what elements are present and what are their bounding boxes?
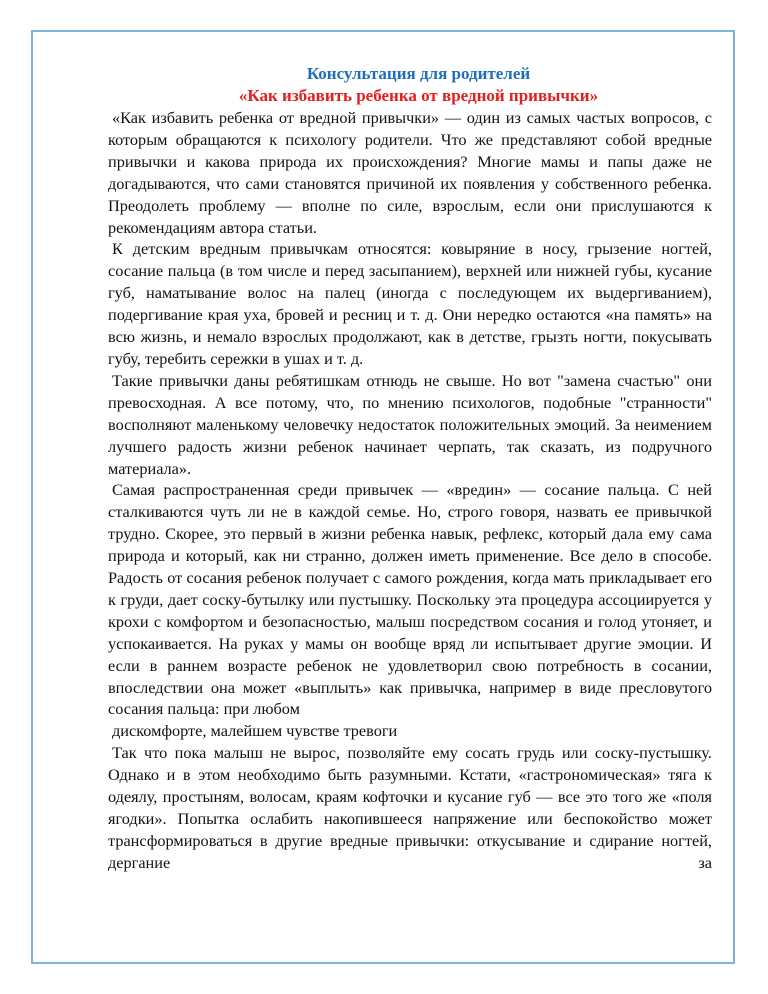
paragraph-substitute-happiness: Такие привычки даны ребятишкам отнюдь не свыше. Но вот "замена счастью" они превосходная. А все потому, что, по мнению психологов, подобные "странности" восполняют маленькому человечку недостаток положительных эмоций. За неимением лучшего радость жизни ребенок начинает черпать, так сказать, из подручного материала». xyxy=(108,370,712,478)
document-title: «Как избавить ребенка от вредной привычки» xyxy=(238,86,599,105)
paragraph-discomfort: дискомфорте, малейшем чувстве тревоги xyxy=(112,721,398,741)
paragraph-habits-list: К детским вредным привычкам относятся: ковыряние в носу, грызение ногтей, сосание пальца (в том числе и перед засыпанием), верхней или нижней губы, кусание губ, наматывание волос на палец (иногда с последующем их выдергиванием), подергивание края уха, бровей и ресниц и т. д. Они нередко остаются «на память» на всю жизнь, и немало взрослых продолжают, как в детстве, грызть ногти, покусывать губу, теребить сережки в ушах и т. д. xyxy=(108,239,712,368)
document-heading: Консультация для родителей xyxy=(306,64,531,83)
paragraph-thumb-sucking: Самая распространенная среди привычек — «вредин» — сосание пальца. С ней сталкиваются чуть ли не в каждой семье. Но, строго говоря, назвать ее привычкой трудно. Скорее, это первый в жизни ребенка навык, рефлекс, который дала ему сама природа и который, как ни странно, должен иметь применение. Все дело в способе. Радость от сосания ребенок получает с самого рождения, когда мать прикладывает его к груди, дает соску-бутылку или пустышку. Поскольку эта процедура ассоциируется у крохи с комфортом и безопасностью, малыш посредством сосания и голод утоняет, и успокаивается. На руках у мамы он вообще вряд ли испытывает другие эмоции. И если в раннем возрасте ребенок не удовлетворил свою потребность в сосании, впоследствии она может «выплыть» как привычка, например в виде пресловутого сосания пальца: при любом xyxy=(108,480,712,719)
paragraph-intro: «Как избавить ребенка от вредной привычки» — один из самых частых вопросов, с которым обращаются к психологу родители. Что же представляют собой вредные привычки и какова природа их происхождения? Многие мамы и папы даже не догадываются, что сами становятся причиной их появления у собственного ребенка. Преодолеть проблему — вполне по силе, взрослым, если они прислушаются к рекомендациям автора статьи. xyxy=(108,108,712,237)
document-body xyxy=(108,63,712,874)
paragraph-advice: Так что пока малыш не вырос, позволяйте ему сосать грудь или соску-пустышку. Однако и в этом необходимо быть разумными. Кстати, «гастрономическая» тяга к одеялу, простыням, волосам, краям кофточки и кусание губ — все это того же «поля ягодки». Попытка ослабить накопившееся напряжение или беспокойство может трансформироваться в другие вредные привычки: откусывание и сдирание ногтей, дергание за xyxy=(108,743,712,872)
